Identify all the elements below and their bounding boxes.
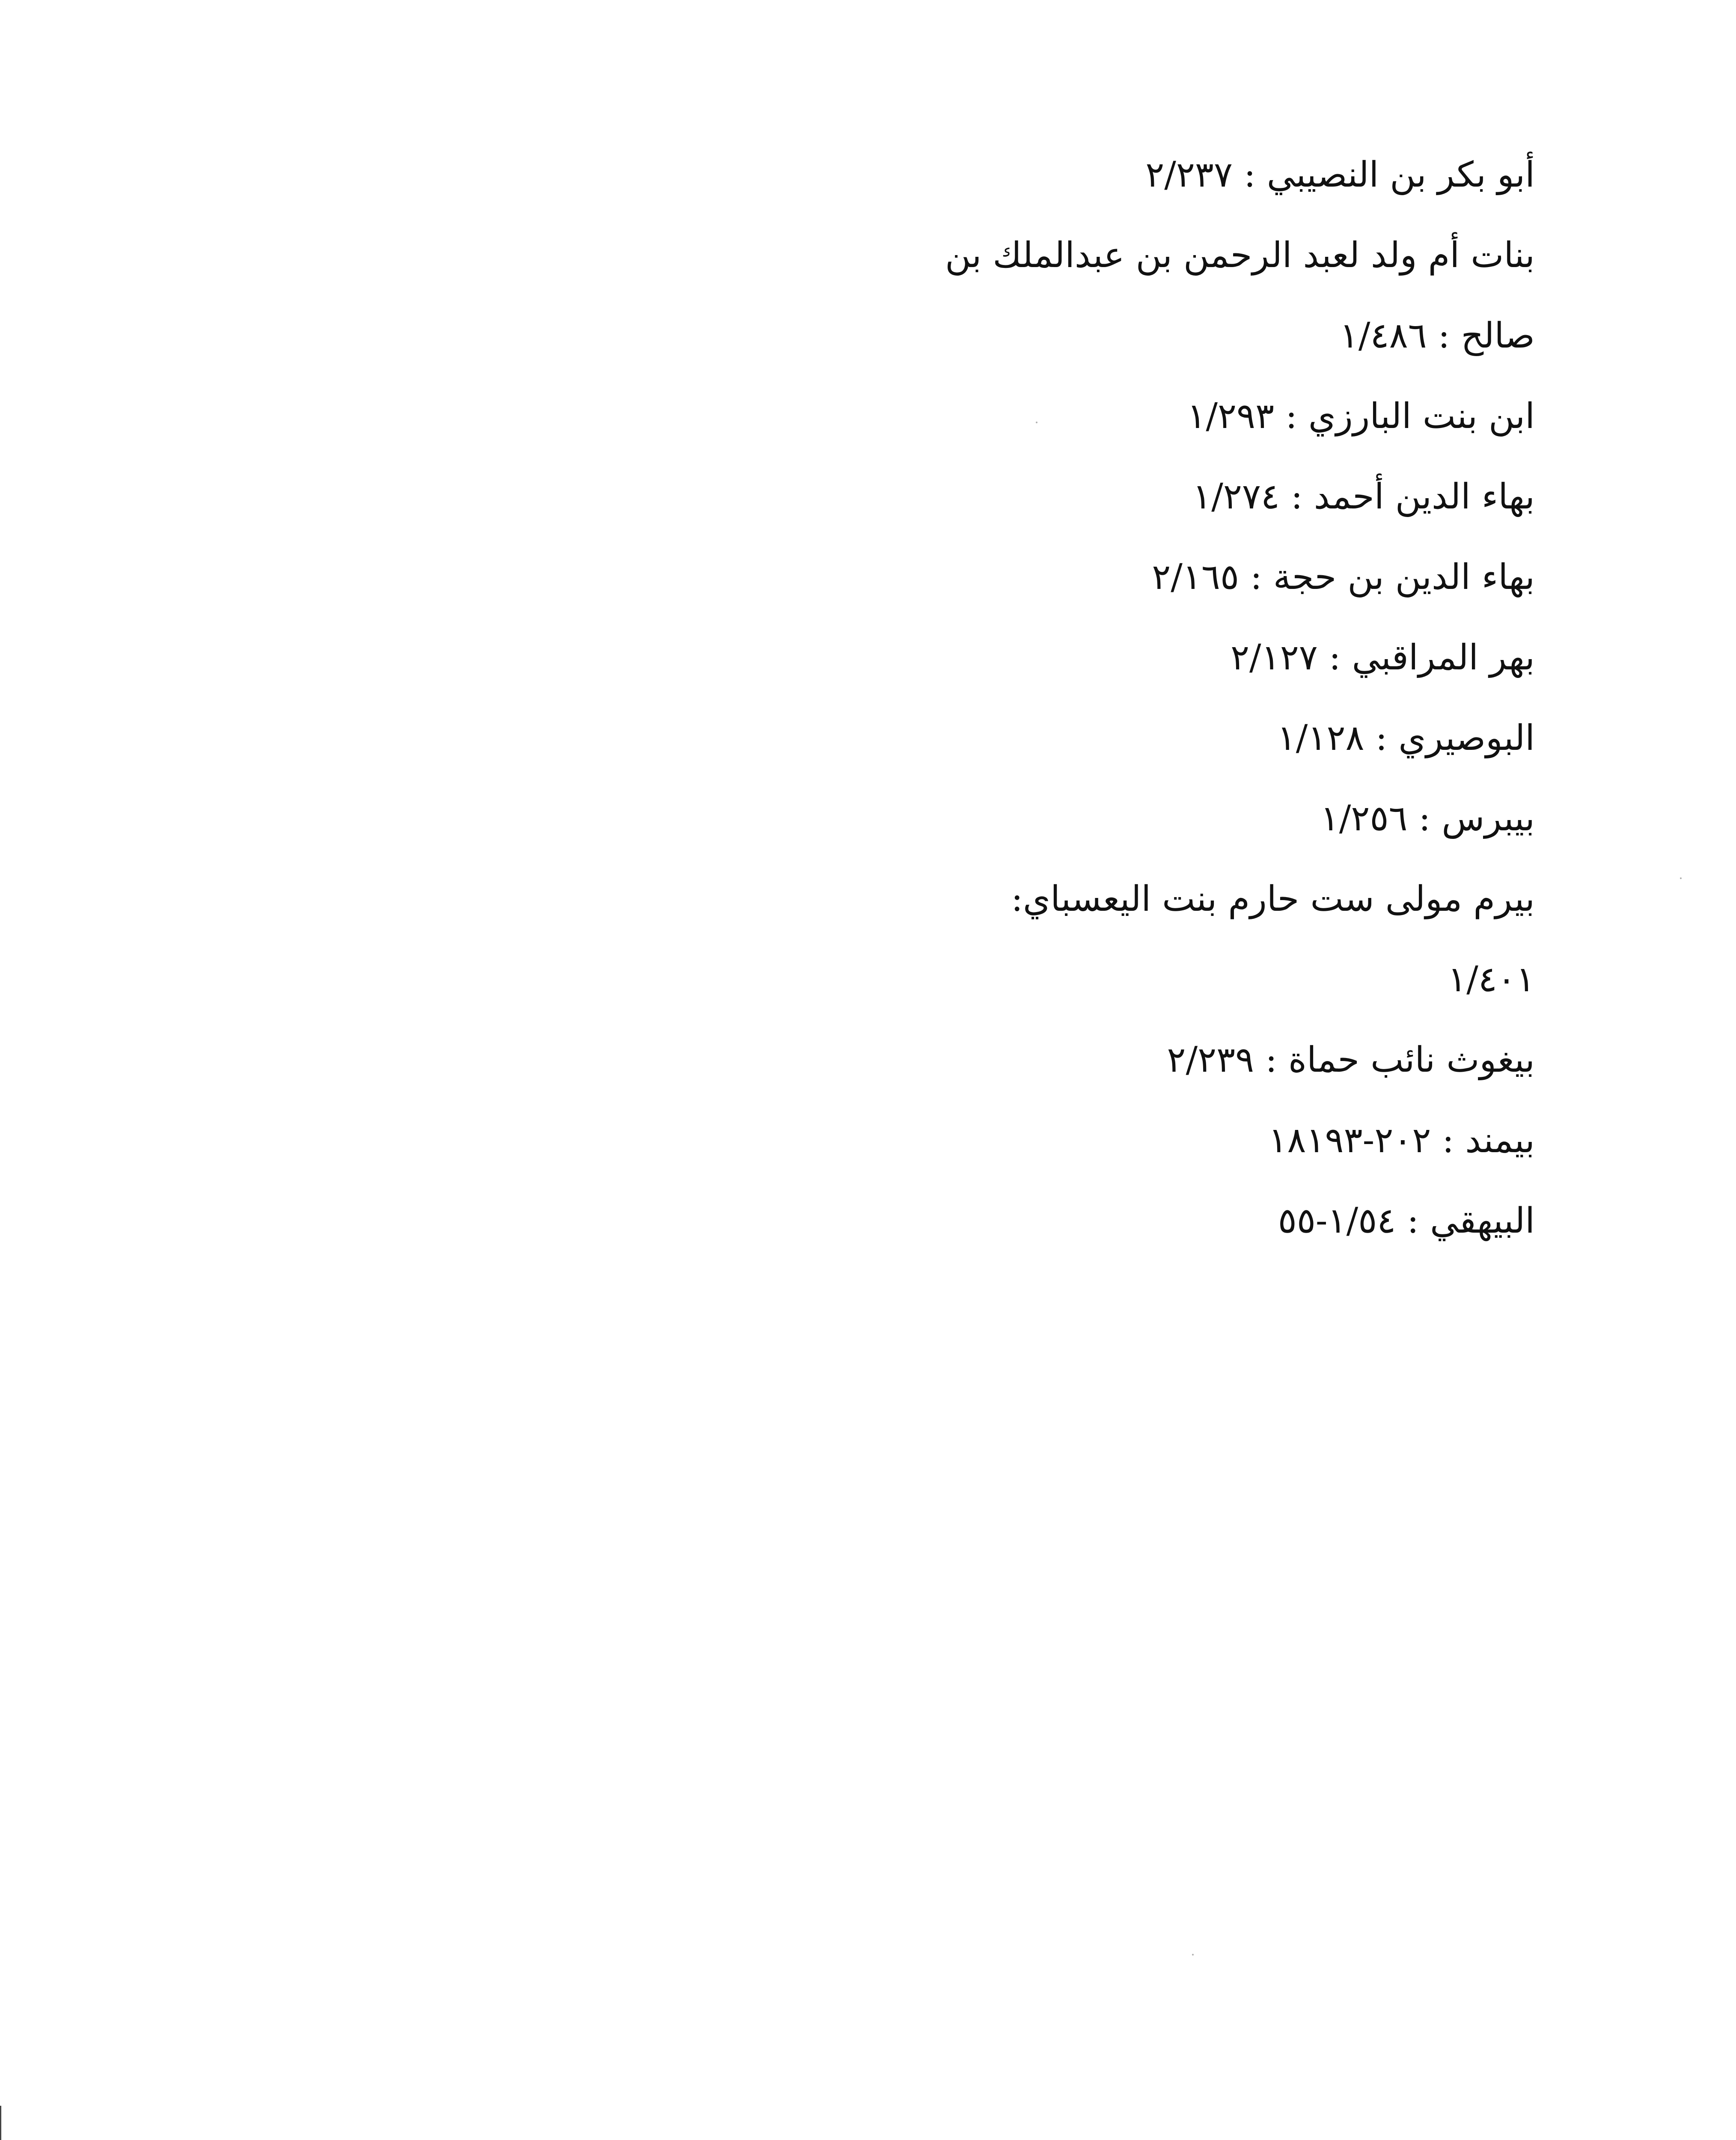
- index-entry: بيغوث نائب حماة : ٢/٢٣٩: [1167, 1040, 1535, 1080]
- index-entry: ١/٤٠١: [1448, 959, 1535, 1000]
- index-entry: البوصيري : ١/١٢٨: [1277, 718, 1535, 758]
- index-entries-list: [807, 135, 1535, 1261]
- index-entry: بهاء الدين أحمد : ١/٢٧٤: [1192, 476, 1535, 517]
- index-entry: بنات أم ولد لعبد الرحمن بن عبدالملك بن: [945, 235, 1535, 276]
- scan-speck: [1036, 422, 1037, 423]
- index-entry: بيبرس : ١/٢٥٦: [1320, 798, 1535, 839]
- index-entry: بهر المراقبي : ٢/١٢٧: [1231, 637, 1535, 678]
- index-entry: بيمند : ٢٠٢-١٨١٩٣: [1268, 1120, 1535, 1161]
- index-entry: بهاء الدين بن حجة : ٢/١٦٥: [1152, 557, 1535, 597]
- index-entry: بيرم مولى ست حارم بنت اليعسباي:: [1011, 879, 1535, 919]
- index-entry: ابن بنت البارزي : ١/٢٩٣: [1187, 396, 1535, 437]
- scan-edge-line: [0, 2106, 1, 2140]
- scan-speck: [1680, 877, 1682, 879]
- index-entry: البيهقي : ١/٥٤-٥٥: [1278, 1201, 1535, 1241]
- index-entry: أبو بكر بن النصيبي : ٢/٢٣٧: [1145, 155, 1535, 195]
- index-entry: صالح : ١/٤٨٦: [1339, 315, 1535, 356]
- scan-speck: [1192, 1954, 1194, 1956]
